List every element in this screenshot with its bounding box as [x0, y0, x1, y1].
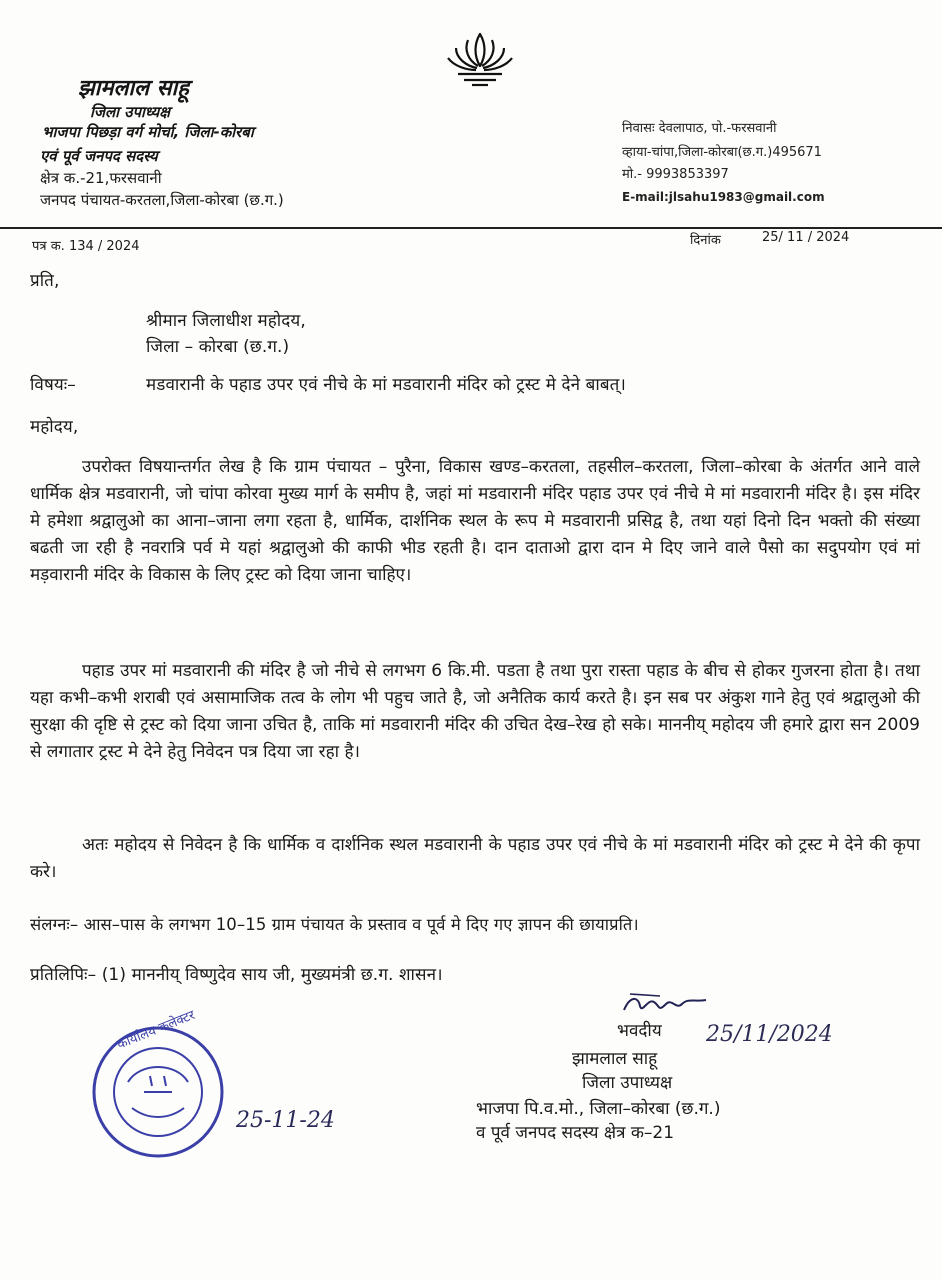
- signatory-former-post: व पूर्व जनपद सदस्य क्षेत्र क–21: [476, 1123, 675, 1143]
- sender-mobile: मो.- 9993853397: [622, 167, 729, 182]
- closing-text: भवदीय: [617, 1021, 662, 1041]
- stamp-date-handwritten: 25-11-24: [236, 1108, 335, 1133]
- sender-address-line2: व्हाया-चांपा,जिला-कोरबा(छ.ग.)495671: [622, 145, 822, 160]
- sender-area: क्षेत्र क.-21,फरसवानी: [40, 169, 162, 187]
- signature-date-handwritten: 25/11/2024: [706, 1022, 833, 1047]
- subject-text: मडवारानी के पहाड उपर एवं नीचे के मां मडवारानी मंदिर को ट्रस्ट मे देने बाबत्।: [146, 375, 626, 395]
- copy-to: प्रतिलिपिः– (1) माननीय् विष्णुदेव साय जी, मुख्यमंत्री छ.ग. शासन।: [30, 965, 443, 985]
- to-label: प्रति,: [30, 271, 60, 291]
- signature-mark: [620, 990, 710, 1018]
- signatory-name: झामलाल साहू: [572, 1049, 658, 1069]
- date-label: दिनांक: [690, 233, 721, 248]
- letter-date: 25/ 11 / 2024: [762, 230, 850, 245]
- sender-post: जिला उपाध्यक्ष: [90, 103, 171, 121]
- office-received-stamp: [88, 1022, 228, 1162]
- sender-organisation: भाजपा पिछड़ा वर्ग मोर्चा, जिला-कोरबा: [42, 123, 254, 141]
- addressee-line1: श्रीमान जिलाधीश महोदय,: [146, 311, 306, 331]
- sender-name-heading: झामलाल साहू: [78, 76, 189, 101]
- body-paragraph-1: उपरोक्त विषयान्तर्गत लेख है कि ग्राम पंचायत – पुरैना, विकास खण्ड–करतला, तहसील–करतला, जिला–कोरबा के अंतर्गत आने वाले धार्मिक क्षेत्र मडवारानी, जो चांपा कोरवा मुख्य मार्ग के समीप है, जहां मां मडवारानी मंदिर पहाड उपर एवं नीचे मे मां मडवारानी मंदिर है। इस मंदिर मे हमेशा श्रद्वालुओ का आना–जाना लगा रहता है, धार्मिक, दार्शनिक स्थल के रूप मे मडवारानी प्रसिद्व है, तथा यहां दिनो दिन भक्तो की संख्या बढती जा रही है नवरात्रि पर्व मे यहां श्रद्वालुओ की काफी भीड रहती है। दान दाताओ द्वारा दान मे दिए जाने वाले पैसो का सदुपयोग एवं मां मड़वारानी मंदिर के विकास के लिए ट्रस्ट को दिया जाना चाहिए।: [30, 457, 920, 585]
- subject-label: विषयः–: [30, 375, 76, 395]
- stamp-text: कार्यालय कलेक्टर: [115, 1007, 198, 1053]
- signatory-post: जिला उपाध्यक्ष: [582, 1073, 673, 1093]
- sender-panchayat: जनपद पंचायत-करतला,जिला-कोरबा (छ.ग.): [40, 191, 284, 209]
- header-divider: [0, 227, 942, 229]
- addressee-line2: जिला – कोरबा (छ.ग.): [146, 337, 290, 357]
- lotus-logo-icon: [444, 30, 516, 88]
- sender-address-line1: निवासः देवलापाठ, पो.-फरसवानी: [622, 121, 777, 136]
- enclosure: संलग्नः– आस–पास के लगभग 10–15 ग्राम पंचायत के प्रस्ताव व पूर्व मे दिए गए ज्ञापन की छायाप्रति।: [30, 915, 639, 934]
- salutation: महोदय,: [30, 417, 79, 437]
- signatory-organisation: भाजपा पि.व.मो., जिला–कोरबा (छ.ग.): [476, 1099, 721, 1119]
- sender-email: E-mail:jlsahu1983@gmail.com: [622, 190, 825, 204]
- body-paragraph-3: अतः महोदय से निवेदन है कि धार्मिक व दार्शनिक स्थल मडवारानी के पहाड उपर एवं नीचे के मां मडवारानी मंदिर को ट्रस्ट मे देने की कृपा करे।: [30, 835, 920, 882]
- sender-former-post: एवं पूर्व जनपद सदस्य: [40, 147, 158, 165]
- letter-number: पत्र क. 134 / 2024: [32, 239, 140, 254]
- body-paragraph-2: पहाड उपर मां मडवारानी की मंदिर है जो नीचे से लगभग 6 कि.मी. पडता है तथा पुरा रास्ता पहाड के बीच से होकर गुजरना होता है। तथा यहा कभी–कभी शराबी एवं असामाजिक तत्व के लोग भी पहुच जाते है, जो अनैतिक कार्य करते है। इन सब पर अंकुश गाने हेतु एवं श्रद्वालुओ की सुरक्षा की दृष्टि से ट्रस्ट को दिया जाना उचित है, ताकि मां मडवारानी मंदिर की उचित देख–रेख हो सके। माननीय् महोदय जी हमारे द्वारा सन 2009 से लगातार ट्रस्ट मे देने हेतु निवेदन पत्र दिया जा रहा है।: [30, 661, 920, 762]
